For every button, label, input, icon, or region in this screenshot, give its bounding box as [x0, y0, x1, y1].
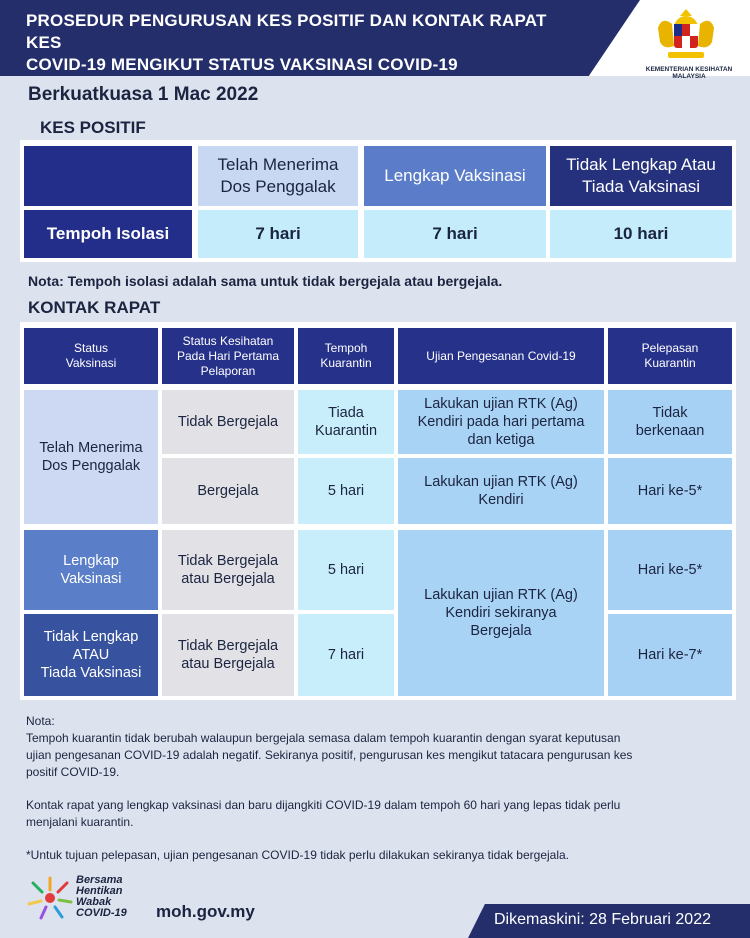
isolation-complete: 7 hari [364, 210, 546, 258]
website-link[interactable]: moh.gov.my [156, 902, 255, 921]
t-shared-l3: Bergejala [470, 623, 532, 639]
release-complete: Hari ke-5* [608, 530, 732, 610]
logo-l3: Wabak [76, 896, 112, 908]
hdr-test-l1: Ujian Pengesanan Covid-19 [426, 348, 576, 363]
isolation-booster: 7 hari [198, 210, 358, 258]
quarantine-complete: 5 hari [298, 530, 394, 610]
note-2-line-1: Kontak rapat yang lengkap vaksinasi dan baru dijangkiti COVID-19 dalam tempoh 60 hari yang lepas tidak perlu [26, 798, 621, 812]
header-health-status [162, 328, 294, 384]
release-incomplete: Hari ke-7* [608, 614, 732, 696]
notes-label: Nota: [26, 714, 55, 728]
hdr-health-l3: Pelaporan [200, 363, 256, 378]
row-label-isolation: Tempoh Isolasi [24, 210, 192, 258]
status-booster-l2: Dos Penggalak [41, 458, 141, 474]
quarantine-booster-asymptomatic [298, 390, 394, 454]
t-shared-l1: Lakukan ujian RTK (Ag) [424, 587, 578, 603]
status-complete-l2: Vaksinasi [60, 571, 122, 587]
hdr-health-l2: Pada Hari Pertama [176, 348, 280, 363]
kes-positif-col-booster [198, 146, 358, 206]
col-booster-line1: Telah Menerima [217, 155, 339, 174]
status-complete [24, 530, 158, 610]
header-bar [0, 0, 750, 80]
status-complete-l1: Lengkap [63, 553, 119, 569]
virus-burst-icon [26, 874, 74, 922]
status-incomplete-l3: Tiada Vaksinasi [40, 665, 142, 681]
health-booster-asymptomatic: Tidak Bergejala [162, 390, 294, 454]
hdr-health-l1: Status Kesihatan [182, 333, 274, 348]
kes-positif-table [20, 140, 736, 262]
page-title [26, 10, 586, 76]
kes-positif-title: KES POSITIF [40, 118, 146, 137]
col-booster-line2: Dos Penggalak [220, 177, 336, 196]
title-line-1: PROSEDUR PENGURUSAN KES POSITIF DAN KONTAK RAPAT KES [26, 11, 547, 52]
isolation-incomplete: 10 hari [550, 210, 732, 258]
t-b2-l1: Lakukan ujian RTK (Ag) [424, 474, 578, 490]
hdr-release-l2: Kuarantin [644, 356, 696, 370]
q-b1-l1: Tiada [328, 405, 364, 421]
status-booster [24, 390, 158, 524]
updated-date: Dikemaskini: 28 Februari 2022 [494, 911, 711, 928]
note-1-line-2: ujian pengesanan COVID-19 adalah negatif. Sekiranya positif, pengurusan kes mengikut tatacara pengurusan kes [26, 748, 633, 762]
campaign-logo [26, 872, 146, 924]
t-shared-l2: Kendiri sekiranya [445, 605, 557, 621]
health-incomplete [162, 614, 294, 696]
kes-positif-col-complete [364, 146, 546, 206]
status-incomplete-l2: ATAU [72, 647, 110, 663]
release-booster-asymptomatic [608, 390, 732, 454]
test-booster-asymptomatic [398, 390, 604, 454]
logo-l4: COVID-19 [76, 907, 127, 919]
col-incomplete-line2: Tiada Vaksinasi [581, 177, 701, 196]
status-incomplete [24, 614, 158, 696]
kes-positif-col-incomplete [550, 146, 732, 206]
header-status-vaccination [24, 328, 158, 384]
note-1-line-3: positif COVID-19. [26, 765, 120, 779]
h-c-l1: Tidak Bergejala [177, 553, 279, 569]
t-b2-l2: Kendiri [478, 492, 524, 508]
logo-l2: Hentikan [76, 885, 123, 897]
kes-positif-note: Nota: Tempoh isolasi adalah sama untuk tidak bergejala atau bergejala. [28, 273, 503, 289]
effective-date: Berkuatkuasa 1 Mac 2022 [28, 84, 259, 105]
malaysia-crest-icon [654, 6, 718, 66]
logo-l1: Bersama [76, 874, 123, 886]
test-booster-symptomatic [398, 458, 604, 524]
release-booster-symptomatic: Hari ke-5* [608, 458, 732, 524]
hdr-status-l1: Status [73, 341, 109, 355]
kes-positif-corner [24, 146, 192, 206]
hdr-quarantine-l1: Tempoh [324, 341, 368, 355]
header-quarantine-release [608, 328, 732, 384]
note-3: *Untuk tujuan pelepasan, ujian pengesanan COVID-19 tidak perlu dilakukan sekiranya tidak bergejala. [26, 848, 570, 862]
note-1-line-1: Tempoh kuarantin tidak berubah walaupun bergejala semasa dalam tempoh kuarantin dengan syarat keputusan [26, 731, 621, 745]
quarantine-booster-symptomatic: 5 hari [298, 458, 394, 524]
col-incomplete-line1: Tidak Lengkap Atau [566, 155, 716, 174]
r-b1-l1: Tidak [652, 405, 688, 421]
header-covid-test [398, 328, 604, 384]
test-complete-incomplete [398, 530, 604, 696]
quarantine-incomplete: 7 hari [298, 614, 394, 696]
h-i-l1: Tidak Bergejala [177, 638, 279, 654]
title-line-2: COVID-19 MENGIKUT STATUS VAKSINASI COVID-19 [26, 55, 458, 74]
kontak-rapat-title: KONTAK RAPAT [28, 298, 161, 317]
col-complete-line1: Lengkap Vaksinasi [384, 166, 526, 185]
note-2-line-2: menjalani kuarantin. [26, 815, 134, 829]
hdr-status-l2: Vaksinasi [65, 356, 117, 370]
status-incomplete-l1: Tidak Lengkap [43, 629, 139, 645]
r-b1-l2: berkenaan [635, 423, 705, 439]
t-b1-l3: dan ketiga [467, 432, 535, 448]
kontak-rapat-table [20, 322, 736, 700]
health-complete [162, 530, 294, 610]
q-b1-l2: Kuarantin [314, 423, 378, 439]
notes-section [26, 713, 726, 864]
hdr-quarantine-l2: Kuarantin [320, 356, 372, 370]
h-i-l2: atau Bergejala [181, 656, 275, 672]
status-booster-l1: Telah Menerima [39, 440, 143, 456]
hdr-release-l1: Pelepasan [641, 341, 699, 355]
header-quarantine-period [298, 328, 394, 384]
health-booster-symptomatic: Bergejala [162, 458, 294, 524]
ministry-label: KEMENTERIAN KESIHATAN MALAYSIA [645, 66, 733, 80]
h-c-l2: atau Bergejala [181, 571, 275, 587]
t-b1-l2: Kendiri pada hari pertama [417, 414, 585, 430]
campaign-logo-text [76, 875, 156, 919]
t-b1-l1: Lakukan ujian RTK (Ag) [424, 396, 578, 412]
